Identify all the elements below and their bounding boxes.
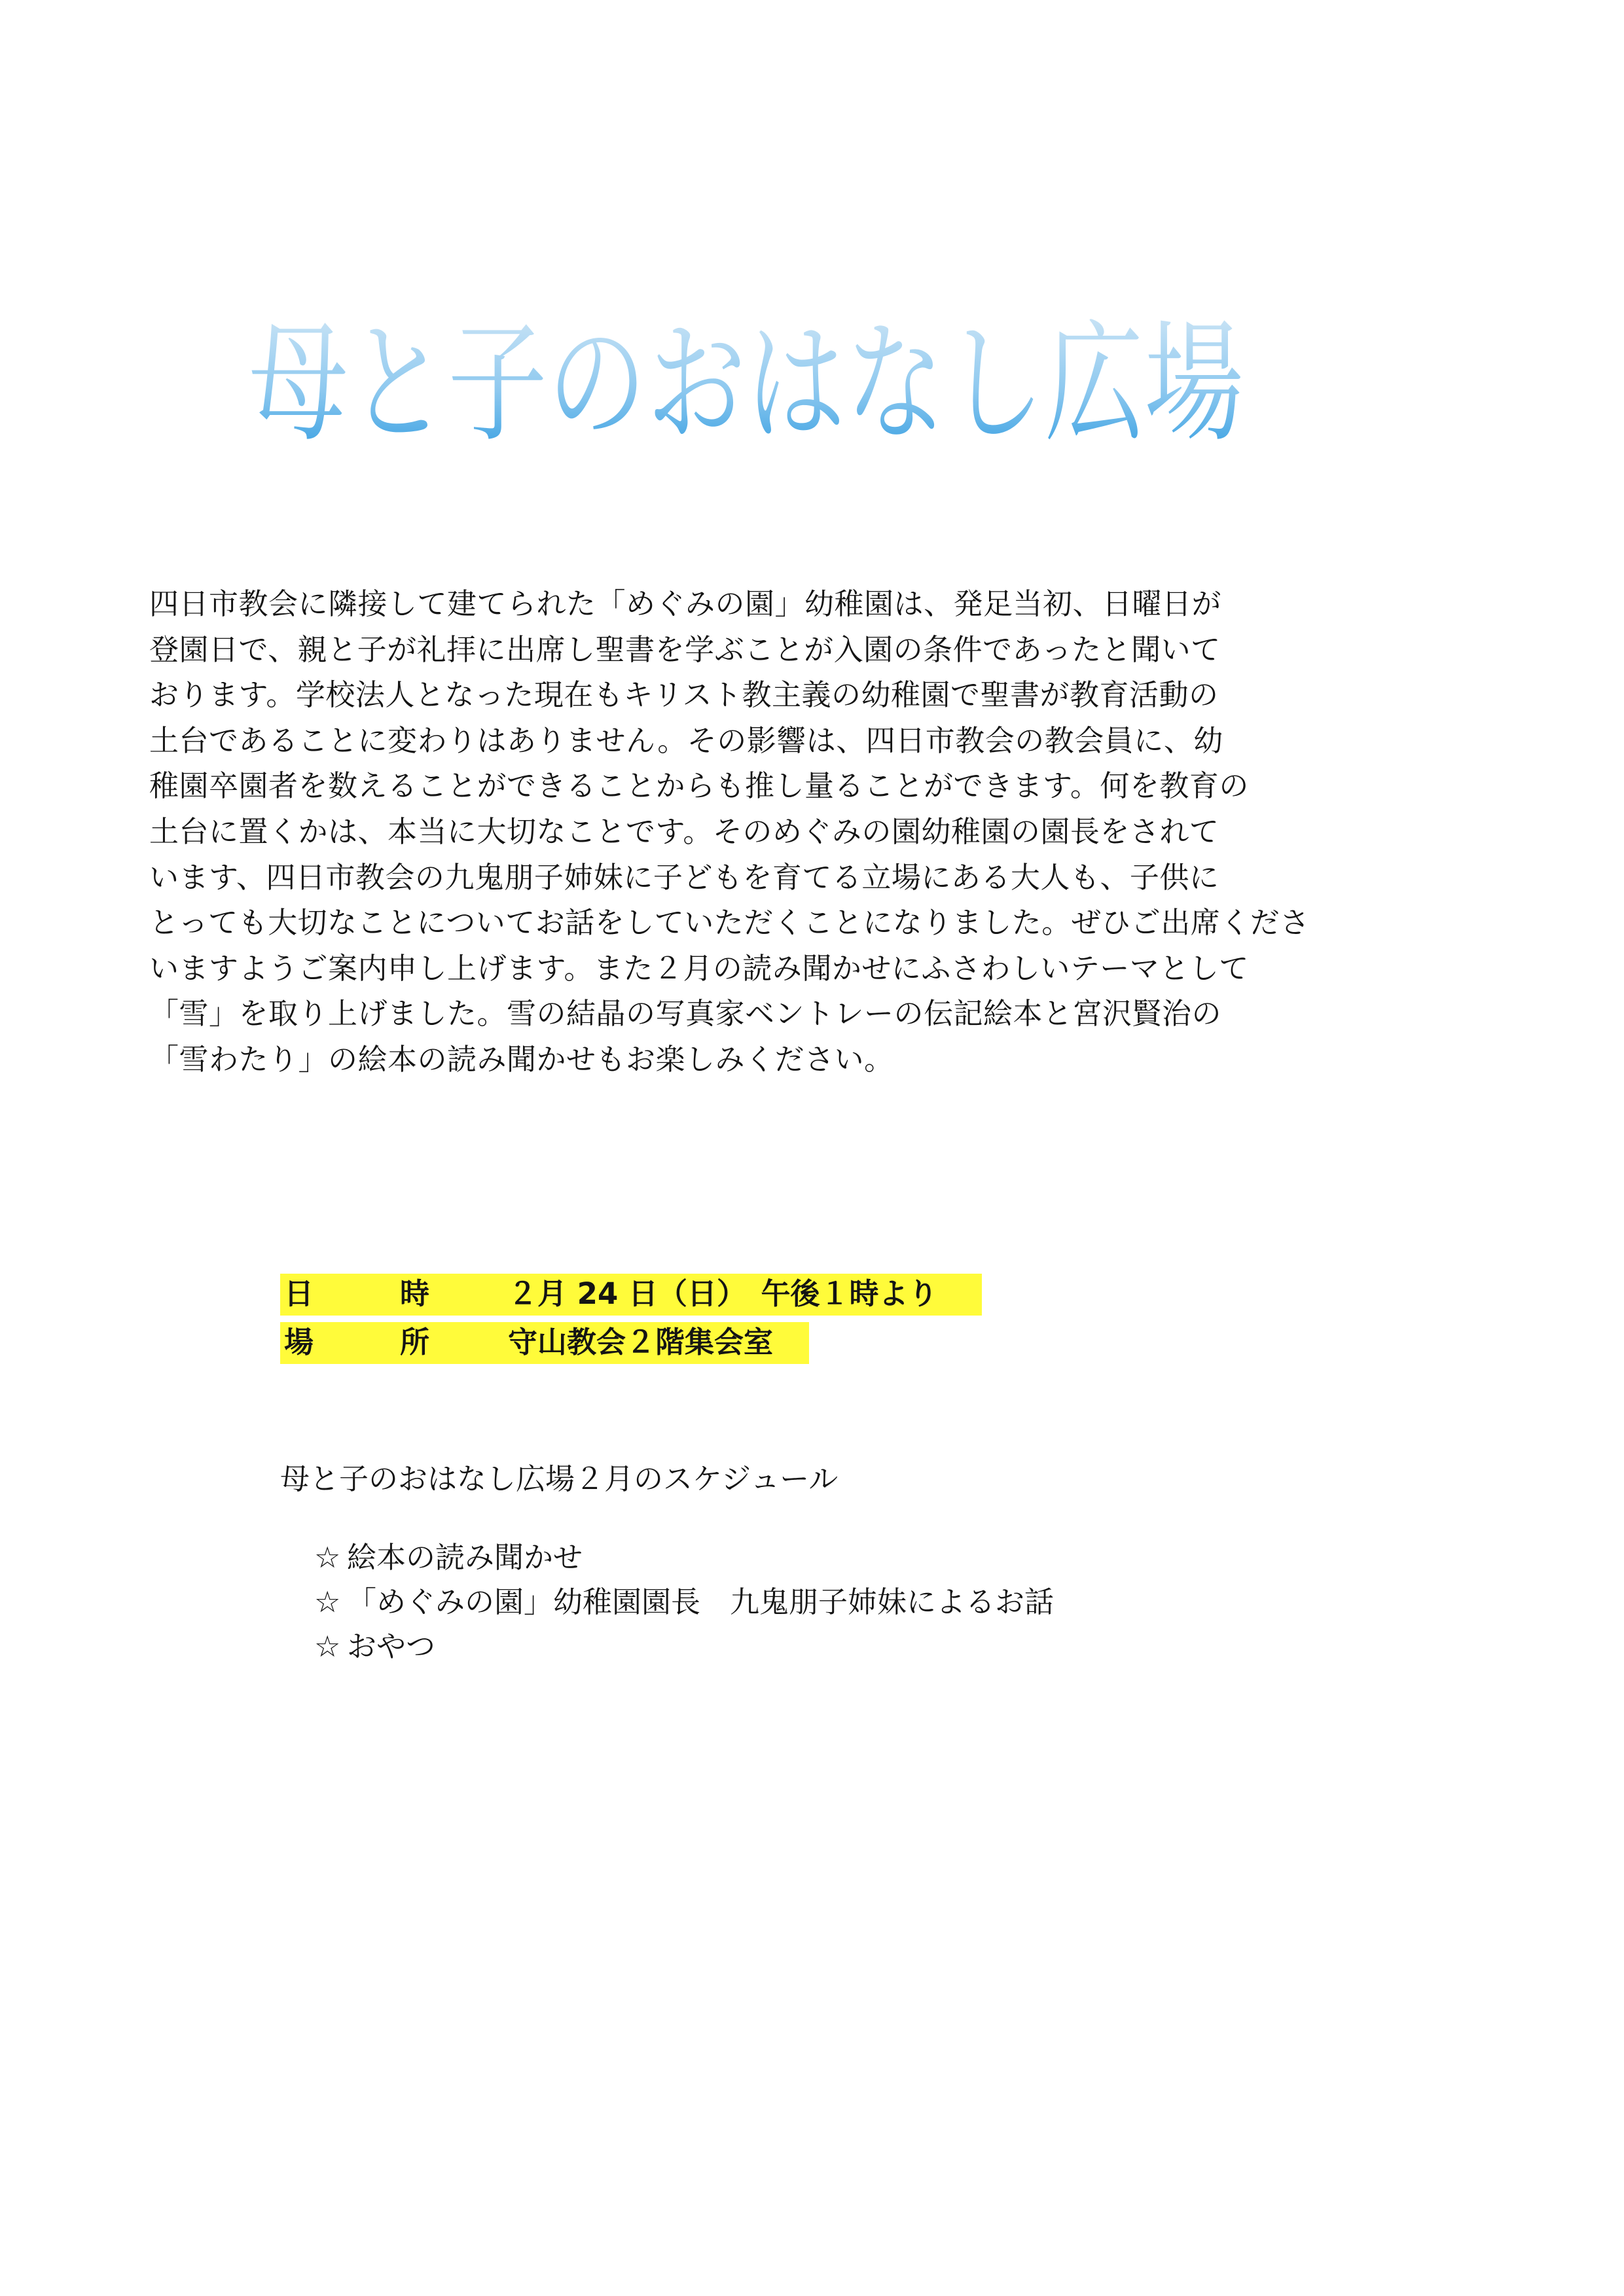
schedule-item-text: おやつ: [347, 1629, 436, 1664]
intro-line: 「雪わたり」の絵本の読み聞かせもお楽しみください。: [149, 1041, 894, 1077]
schedule-item: [314, 1624, 1054, 1669]
intro-line: 登園日で、親と子が礼拝に出席し聖書を学ぶことが入園の条件であったと聞いて: [149, 632, 1221, 667]
intro-line: いますようご案内申し上げます。また２月の読み聞かせにふさわしいテーマとして: [149, 950, 1249, 986]
schedule-list: [280, 1535, 1054, 1669]
schedule-item: [314, 1535, 1054, 1580]
title-graphic: [223, 262, 1270, 497]
intro-paragraph: [149, 581, 1310, 1083]
star-icon: ☆: [314, 1585, 341, 1619]
intro-line: 土台に置くかは、本当に大切なことです。そのめぐみの園幼稚園の園長をされて: [149, 814, 1219, 849]
star-icon: ☆: [314, 1540, 341, 1575]
intro-line: います、四日市教会の九鬼朋子姉妹に子どもを育てる立場にある大人も、子供に: [149, 859, 1219, 895]
place-value: 守山教会２階集会室: [508, 1325, 774, 1359]
place-label: 場 所: [284, 1325, 430, 1359]
date-label: 日 時: [284, 1276, 430, 1311]
intro-line: 四日市教会に隣接して建てられた「めぐみの園」幼稚園は、発足当初、日曜日が: [149, 586, 1222, 621]
intro-line: とっても大切なことについてお話をしていただくことになりました。ぜひご出席くださ: [149, 905, 1310, 941]
date-value: ２月 24 日（日） 午後１時より: [508, 1276, 938, 1311]
schedule-item-text: 「めぐみの園」幼稚園園長 九鬼朋子姉妹によるお話: [347, 1585, 1055, 1619]
page-title: 母と子のおはなし広場: [249, 308, 1244, 460]
title-banner: [223, 262, 1270, 497]
schedule-section: [280, 1460, 1054, 1669]
schedule-heading: 母と子のおはなし広場２月のスケジュール: [280, 1462, 839, 1496]
star-icon: ☆: [314, 1629, 341, 1664]
intro-line: おります。学校法人となった現在もキリスト教主義の幼稚園で聖書が教育活動の: [149, 677, 1219, 713]
schedule-item-text: 絵本の読み聞かせ: [347, 1540, 583, 1575]
schedule-item: [314, 1580, 1054, 1624]
intro-line: 稚園卒園者を数えることができることからも推し量ることができます。何を教育の: [149, 768, 1249, 804]
intro-line: 「雪」を取り上げました。雪の結晶の写真家ベントレーの伝記絵本と宮沢賢治の: [149, 996, 1222, 1031]
intro-line: 土台であることに変わりはありません。その影響は、四日市教会の教会員に、幼: [149, 723, 1223, 758]
